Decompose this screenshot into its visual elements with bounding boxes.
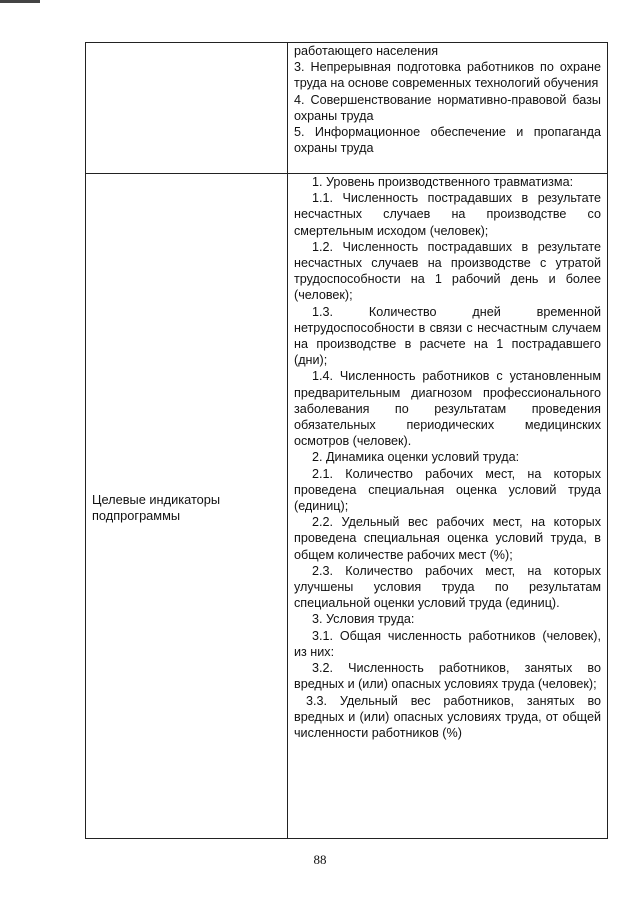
- indicator-3-3: 3.3. Удельный вес работников, занятых во вредных и (или) опасных условиях труда, от общей численности работников (%): [294, 693, 601, 740]
- row1-right-cell: [288, 43, 608, 174]
- row2-left-cell: [86, 174, 288, 839]
- subprogram-table: [85, 42, 608, 839]
- task-line-continuation: работающего населения: [294, 44, 439, 58]
- indicator-3-1: 3.1. Общая численность работников (человек), из них:: [294, 628, 601, 659]
- indicator-1-4: 1.4. Численность работников с установленным предварительным диагнозом профессионального заболевания по результатам проведения обязательных периодических медицинских осмотров (человек).: [294, 369, 601, 449]
- indicator-2-2: 2.2. Удельный вес рабочих мест, на которых проведена специальная оценка условий труда, в общем количестве рабочих мест (%);: [294, 515, 601, 562]
- indicators-label: Целевые индикаторы подпрограммы: [92, 491, 221, 523]
- task-item-4: 4. Совершенствование нормативно-правовой базы охраны труда: [294, 92, 601, 123]
- scan-edge-mark: [0, 0, 40, 3]
- indicator-1-2: 1.2. Численность пострадавших в результате несчастных случаев на производстве с утратой трудоспособности на 1 рабочий день и более (человек);: [294, 239, 601, 303]
- table-row-tasks: [86, 43, 608, 174]
- table-row-indicators: [86, 174, 608, 839]
- indicator-2-3: 2.3. Количество рабочих мест, на которых улучшены условия труда по результатам специальной оценки условий труда (единиц).: [294, 563, 601, 611]
- indicator-2-1: 2.1. Количество рабочих мест, на которых проведена специальная оценка условий труда (единиц);: [294, 466, 601, 514]
- page-number: 88: [313, 852, 327, 867]
- indicator-1-3: 1.3. Количество дней временной нетрудоспособности в связи с несчастным случаем на производстве в расчете на 1 пострадавшего (дни);: [294, 304, 601, 368]
- indicator-3-2: 3.2. Численность работников, занятых во вредных и (или) опасных условиях труда (человек);: [294, 661, 601, 692]
- task-item-3: 3. Непрерывная подготовка работников по охране труда на основе современных технологий обучения: [294, 60, 601, 91]
- indicator-group-2: 2. Динамика оценки условий труда:: [312, 450, 520, 465]
- row2-right-cell: [288, 174, 608, 839]
- indicator-group-1: 1. Уровень производственного травматизма:: [312, 175, 574, 189]
- task-item-5: 5. Информационное обеспечение и пропаганда охраны труда: [294, 125, 601, 156]
- indicator-1-1: 1.1. Численность пострадавших в результате несчастных случаев на производстве со смертельным исходом (человек);: [294, 191, 601, 238]
- indicator-group-3: 3. Условия труда:: [312, 612, 415, 627]
- row1-left-cell: [86, 43, 288, 174]
